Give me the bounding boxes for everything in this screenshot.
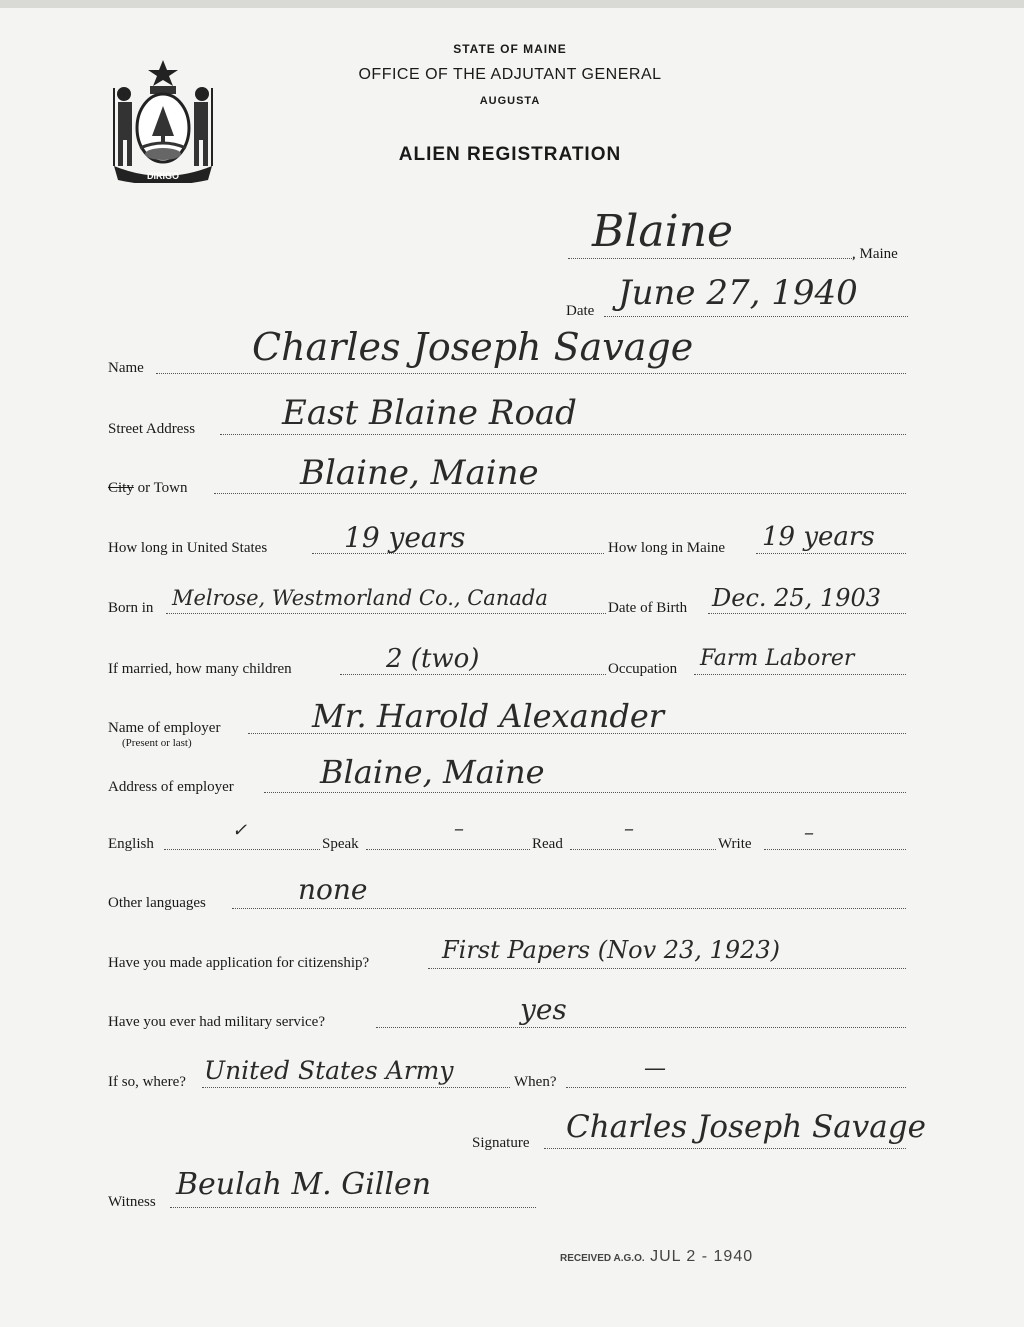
employer-address-entry: Blaine, Maine [320,753,545,791]
children-entry: 2 (two) [386,644,480,674]
street-line [220,434,906,435]
dob-entry: Dec. 25, 1903 [712,584,882,612]
speak-label: Speak [322,836,359,852]
occupation-line [694,674,906,675]
english-mark: ✓ [232,820,248,841]
date-entry: June 27, 1940 [618,273,858,313]
received-stamp-prefix: RECEIVED A.G.O. [560,1253,645,1264]
years-maine-line [756,553,906,554]
employer-entry: Mr. Harold Alexander [312,697,665,735]
other-languages-entry: none [298,873,368,906]
when-entry: — [644,1056,666,1081]
speak-mark: – [454,816,464,840]
write-line [764,849,906,850]
years-us-label: How long in United States [108,540,268,556]
state-heading: STATE OF MAINE [453,42,567,56]
military-entry: yes [520,993,567,1026]
state-of-maine-seal-icon [108,58,218,183]
employer-address-label: Address of employer [108,779,234,795]
street-label: Street Address [108,421,196,437]
military-label: Have you ever had military service? [108,1014,325,1030]
signature-line [544,1148,906,1149]
born-line [166,613,606,614]
date-label: Date [566,303,595,319]
other-languages-label: Other languages [108,895,206,911]
witness-entry: Beulah M. Gillen [176,1167,432,1202]
english-label: English [108,836,154,852]
name-label: Name [108,360,144,376]
employer-label: Name of employer [108,720,221,736]
citizenship-line [428,968,906,969]
city-line [214,493,906,494]
children-label: If married, how many children [108,661,292,677]
dob-label: Date of Birth [608,600,688,616]
when-line [566,1087,906,1088]
when-label: When? [514,1074,557,1090]
citizenship-label: Have you made application for citizenship? [108,955,370,971]
where-line [202,1087,510,1088]
read-line [570,849,716,850]
city-town-label: City or Town [108,480,188,496]
occupation-label: Occupation [608,661,678,677]
name-line [156,373,906,374]
years-maine-label: How long in Maine [608,540,726,556]
where-entry: United States Army [204,1056,454,1085]
received-stamp [560,1248,753,1266]
town-entry: Blaine [592,206,734,257]
children-line [340,674,606,675]
citizenship-entry: First Papers (Nov 23, 1923) [442,936,780,964]
received-stamp-date: JUL 2 - 1940 [650,1248,754,1265]
office-heading: OFFICE OF THE ADJUTANT GENERAL [358,66,662,83]
write-mark: – [804,820,814,844]
years-us-entry: 19 years [344,521,466,554]
born-label: Born in [108,600,154,616]
street-entry: East Blaine Road [282,393,577,433]
born-entry: Melrose, Westmorland Co., Canada [172,586,548,610]
years-maine-entry: 19 years [762,522,875,552]
military-line [376,1027,906,1028]
read-mark: – [624,816,634,840]
seal-motto: DIRIGO [146,171,180,181]
where-label: If so, where? [108,1074,186,1090]
witness-line [170,1207,536,1208]
city-entry: Blaine, Maine [300,453,539,493]
city-heading: AUGUSTA [479,95,541,107]
english-line [164,849,320,850]
other-languages-line [232,908,906,909]
write-label: Write [718,836,752,852]
dob-line [708,613,906,614]
signature-entry: Charles Joseph Savage [566,1109,926,1145]
read-label: Read [532,836,563,852]
scan-edge [0,0,1024,8]
occupation-entry: Farm Laborer [700,646,855,671]
employer-sublabel: (Present or last) [122,737,192,749]
employer-address-line [264,792,906,793]
name-entry: Charles Joseph Savage [252,325,694,369]
witness-label: Witness [108,1194,156,1210]
form-title: ALIEN REGISTRATION [398,144,622,165]
date-line [604,316,908,317]
signature-label: Signature [472,1135,530,1151]
maine-label: , Maine [852,246,898,262]
town-line [568,258,854,259]
speak-line [366,849,530,850]
